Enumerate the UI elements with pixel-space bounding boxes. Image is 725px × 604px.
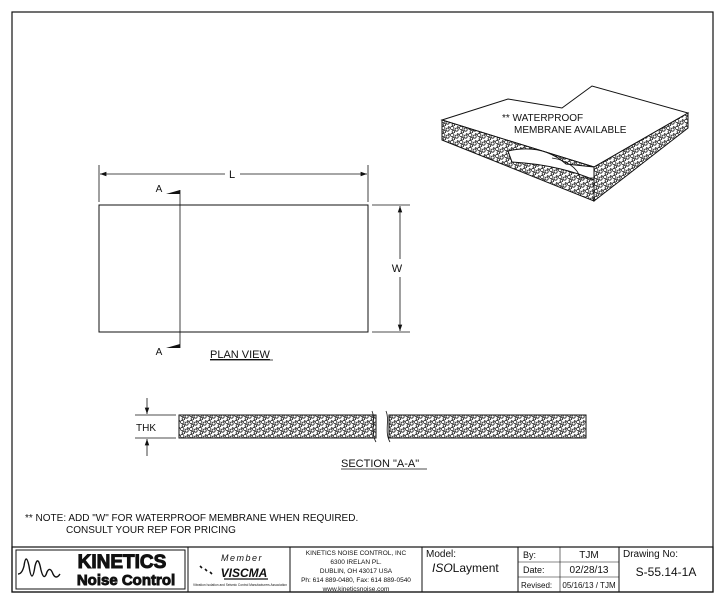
model-value [432, 561, 499, 575]
section-caption: SECTION "A-A" [341, 458, 420, 470]
company-city: DUBLIN, OH 43017 USA [319, 568, 393, 575]
section-arrow-bottom [166, 344, 180, 348]
length-label: L [228, 169, 236, 181]
section-bar-left [179, 415, 376, 438]
model-value-italic: ISO [432, 561, 453, 575]
section-arrow-top [166, 190, 180, 194]
width-label: W [391, 263, 403, 275]
iso-note-line2: MEMBRANE AVAILABLE [514, 125, 627, 136]
logo-line2: Noise Control [76, 572, 176, 589]
title-block [12, 547, 713, 593]
note-line2: CONSULT YOUR REP FOR PRICING [66, 525, 236, 536]
plan-rectangle [99, 205, 368, 332]
plan-view-caption: PLAN VIEW [210, 349, 270, 361]
company-street: 6300 IRELAN PL. [330, 559, 382, 566]
model-value-main: Layment [452, 561, 499, 575]
by-label: By: [523, 550, 537, 560]
date-label: Date: [523, 565, 545, 575]
iso-note-line1: ** WATERPROOF [502, 113, 584, 124]
member-org: VISCMA [220, 566, 268, 580]
drawing-no-value: S-55.14-1A [635, 565, 697, 579]
company-web: www.kineticsnoise.com [322, 586, 390, 593]
section-view [135, 398, 586, 470]
plan-view [99, 165, 410, 361]
model-label: Model: [426, 549, 457, 560]
note-line1: ** NOTE: ADD "W" FOR WATERPROOF MEMBRANE WHEN REQUIRED. [25, 513, 359, 524]
by-value: TJM [579, 550, 599, 561]
thickness-label: THK [136, 423, 156, 434]
revised-label: Revised: [521, 581, 553, 590]
date-value: 02/28/13 [569, 565, 609, 576]
isometric-sample [442, 86, 688, 201]
viscma-dots-icon [200, 566, 212, 574]
revised-value: 05/16/13 / TJM [562, 581, 616, 590]
company-phone: Ph: 614 889-0480, Fax: 614 889-0540 [301, 577, 411, 584]
logo-line1: KINETICS [77, 552, 167, 573]
section-marker-top: A [155, 184, 163, 195]
member-label: Member [220, 553, 264, 563]
drawing-no-label: Drawing No: [623, 549, 679, 560]
member-sub: Vibration Isolation and Seismic Control Manufacturers Association [193, 583, 287, 587]
company-name: KINETICS NOISE CONTROL, INC [305, 550, 407, 557]
section-marker-bottom: A [155, 347, 163, 358]
section-bar-right [389, 415, 586, 438]
